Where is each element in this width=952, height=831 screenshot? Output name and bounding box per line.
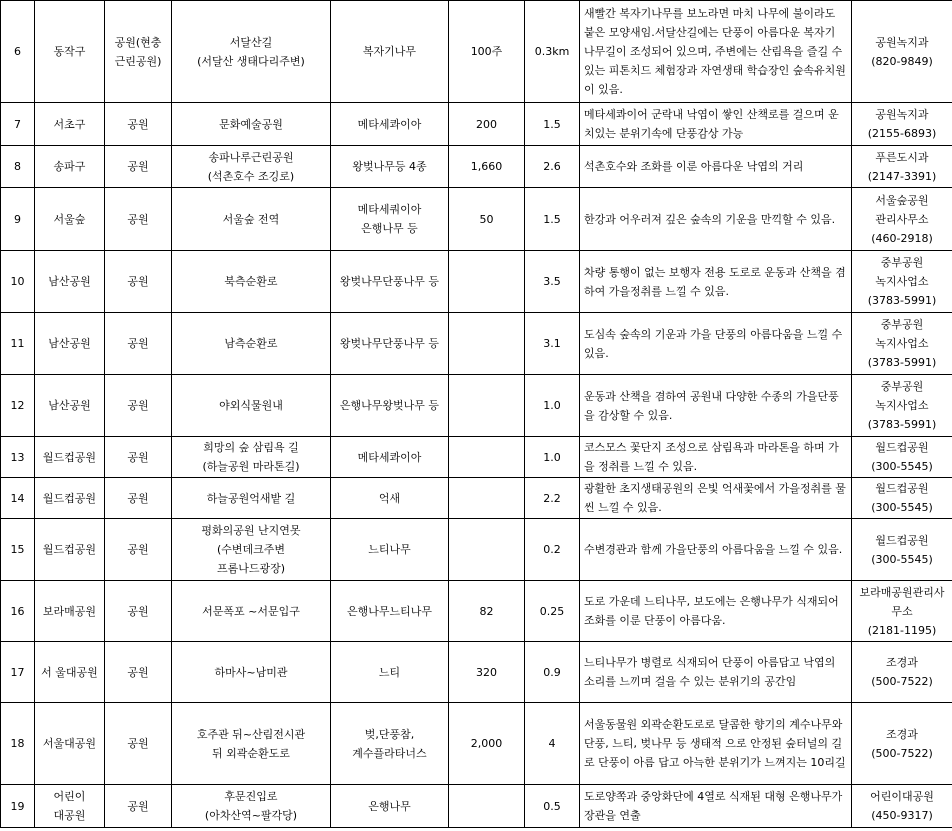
location-cell: 하늘공원억새밭 길 (172, 478, 331, 519)
district-cell: 서울대공원 (35, 703, 105, 785)
description-cell: 새빨간 복자기나무를 보노라면 마치 나무에 불이라도 붙은 모양새임.서달산길에는 단풍이 아름다운 복자기 나무길이 조성되어 있으며, 주변에는 산림욕을 즐길 수 있는 피톤치드 체험장과 자연생태 학습장인 숲속유치원이 있음. (580, 1, 852, 103)
contact-cell: 서울숲공원 관리사무소 (460-2918) (852, 188, 952, 251)
length-cell: 4 (525, 703, 580, 785)
length-cell: 2.6 (525, 146, 580, 188)
type-cell: 공원 (105, 785, 172, 828)
description-cell: 느티나무가 병렬로 식재되어 단풍이 아름답고 낙엽의 소리를 느끼며 걸을 수 있는 분위기의 공간임 (580, 642, 852, 703)
type-cell: 공원 (105, 313, 172, 375)
length-cell: 1.5 (525, 103, 580, 146)
location-cell: 문화예술공원 (172, 103, 331, 146)
length-cell: 1.5 (525, 188, 580, 251)
contact-cell: 중부공원 녹지사업소 (3783-5991) (852, 251, 952, 313)
table-row (1, 437, 952, 478)
length-cell: 1.0 (525, 375, 580, 437)
row-number: 18 (1, 703, 35, 785)
contact-cell: 월드컵공원 (300-5545) (852, 519, 952, 581)
district-cell: 동작구 (35, 1, 105, 103)
table-row (1, 188, 952, 251)
contact-cell: 푸른도시과 (2147-3391) (852, 146, 952, 188)
tree-species-cell: 억새 (331, 478, 449, 519)
district-cell: 보라매공원 (35, 581, 105, 642)
tree-species-cell: 벚,단풍참, 계수플라타너스 (331, 703, 449, 785)
contact-cell: 공원녹지과 (2155-6893) (852, 103, 952, 146)
contact-cell: 중부공원 녹지사업소 (3783-5991) (852, 375, 952, 437)
tree-species-cell: 왕벚나무등 4종 (331, 146, 449, 188)
tree-species-cell: 은행나무 (331, 785, 449, 828)
tree-count-cell: 320 (449, 642, 525, 703)
location-cell: 야외식물원내 (172, 375, 331, 437)
length-cell: 0.2 (525, 519, 580, 581)
length-cell: 0.9 (525, 642, 580, 703)
table-row (1, 642, 952, 703)
length-cell: 2.2 (525, 478, 580, 519)
type-cell: 공원 (105, 478, 172, 519)
table-row (1, 313, 952, 375)
location-cell: 평화의공원 난지연못 (수변데크주변 프롬나드광장) (172, 519, 331, 581)
tree-species-cell: 왕벚나무단풍나무 등 (331, 251, 449, 313)
district-cell: 서울숲 (35, 188, 105, 251)
row-number: 10 (1, 251, 35, 313)
tree-count-cell (449, 437, 525, 478)
table-body (1, 1, 952, 828)
description-cell: 메타세콰이어 군락내 낙엽이 쌓인 산책로를 걸으며 운치있는 분위기속에 단풍감상 가능 (580, 103, 852, 146)
type-cell: 공원 (105, 437, 172, 478)
contact-cell: 월드컵공원 (300-5545) (852, 478, 952, 519)
tree-count-cell: 200 (449, 103, 525, 146)
location-cell: 후문진입로 (아차산역~팔각당) (172, 785, 331, 828)
tree-species-cell: 은행나무느티나무 (331, 581, 449, 642)
contact-cell: 조경과 (500-7522) (852, 703, 952, 785)
tree-count-cell: 1,660 (449, 146, 525, 188)
location-cell: 송파나루근린공원 (석촌호수 조깅로) (172, 146, 331, 188)
description-cell: 도로양쪽과 중앙화단에 4열로 식재된 대형 은행나무가 장관을 연출 (580, 785, 852, 828)
district-cell: 월드컵공원 (35, 478, 105, 519)
contact-cell: 보라매공원관리사 무소 (2181-1195) (852, 581, 952, 642)
tree-count-cell: 2,000 (449, 703, 525, 785)
type-cell: 공원 (105, 519, 172, 581)
length-cell: 3.5 (525, 251, 580, 313)
type-cell: 공원 (105, 103, 172, 146)
description-cell: 운동과 산책을 겸하여 공원내 다양한 수종의 가을단풍을 감상할 수 있음. (580, 375, 852, 437)
location-cell: 북측순환로 (172, 251, 331, 313)
table-row (1, 1, 952, 103)
length-cell: 0.3km (525, 1, 580, 103)
table-row (1, 519, 952, 581)
district-cell: 서 울대공원 (35, 642, 105, 703)
contact-cell: 어린이대공원 (450-9317) (852, 785, 952, 828)
tree-species-cell: 느티나무 (331, 519, 449, 581)
tree-species-cell: 메타세콰이아 (331, 103, 449, 146)
description-cell: 광활한 초지생태공원의 은빛 억새꽃에서 가을정취를 물씬 느낄 수 있음. (580, 478, 852, 519)
tree-count-cell (449, 478, 525, 519)
tree-species-cell: 왕벚나무단풍나무 등 (331, 313, 449, 375)
district-cell: 남산공원 (35, 313, 105, 375)
type-cell: 공원 (105, 251, 172, 313)
length-cell: 0.25 (525, 581, 580, 642)
type-cell: 공원 (105, 581, 172, 642)
row-number: 12 (1, 375, 35, 437)
tree-count-cell: 100주 (449, 1, 525, 103)
tree-count-cell (449, 251, 525, 313)
contact-cell: 조경과 (500-7522) (852, 642, 952, 703)
table-row (1, 146, 952, 188)
tree-species-cell: 메타세콰이아 (331, 437, 449, 478)
location-cell: 서울숲 전역 (172, 188, 331, 251)
location-cell: 서달산길 (서달산 생태다리주변) (172, 1, 331, 103)
length-cell: 3.1 (525, 313, 580, 375)
row-number: 17 (1, 642, 35, 703)
row-number: 11 (1, 313, 35, 375)
tree-species-cell: 은행나무왕벚나무 등 (331, 375, 449, 437)
length-cell: 1.0 (525, 437, 580, 478)
table-row (1, 251, 952, 313)
location-cell: 희망의 숲 삼림욕 길 (하늘공원 마라톤길) (172, 437, 331, 478)
table-row (1, 103, 952, 146)
description-cell: 차량 통행이 없는 보행자 전용 도로로 운동과 산책을 겸하여 가을정취를 느낄 수 있음. (580, 251, 852, 313)
table-row (1, 478, 952, 519)
tree-count-cell: 50 (449, 188, 525, 251)
location-cell: 호주관 뒤~산림전시관 뒤 외곽순환도로 (172, 703, 331, 785)
row-number: 15 (1, 519, 35, 581)
row-number: 9 (1, 188, 35, 251)
description-cell: 서울동물원 외곽순환도로로 달콤한 향기의 계수나무와 단풍, 느티, 벚나무 등 생태적 으로 안정된 숲터널의 길로 단풍이 아름 답고 아늑한 분위기가 느껴지는 10리길 (580, 703, 852, 785)
row-number: 8 (1, 146, 35, 188)
type-cell: 공원 (105, 642, 172, 703)
type-cell: 공원 (105, 703, 172, 785)
description-cell: 코스모스 꽃단지 조성으로 삼림욕과 마라톤을 하며 가을 정취를 느낄 수 있음. (580, 437, 852, 478)
description-cell: 한강과 어우러져 깊은 숲속의 기운을 만끽할 수 있음. (580, 188, 852, 251)
district-cell: 남산공원 (35, 375, 105, 437)
table-row (1, 581, 952, 642)
description-cell: 석촌호수와 조화를 이룬 아름다운 낙엽의 거리 (580, 146, 852, 188)
description-cell: 도심속 숲속의 기운과 가을 단풍의 아름다움을 느낄 수 있음. (580, 313, 852, 375)
location-cell: 하마사~남미관 (172, 642, 331, 703)
district-cell: 서초구 (35, 103, 105, 146)
table-row (1, 375, 952, 437)
tree-count-cell (449, 375, 525, 437)
row-number: 6 (1, 1, 35, 103)
tree-species-cell: 메타세쿼이아 은행나무 등 (331, 188, 449, 251)
tree-count-cell (449, 785, 525, 828)
length-cell: 0.5 (525, 785, 580, 828)
row-number: 13 (1, 437, 35, 478)
type-cell: 공원 (105, 375, 172, 437)
tree-count-cell (449, 519, 525, 581)
district-cell: 월드컵공원 (35, 437, 105, 478)
description-cell: 수변경관과 함께 가을단풍의 아름다움을 느낄 수 있음. (580, 519, 852, 581)
row-number: 16 (1, 581, 35, 642)
location-cell: 남측순환로 (172, 313, 331, 375)
table-row (1, 785, 952, 828)
type-cell: 공원(현충 근린공원) (105, 1, 172, 103)
contact-cell: 중부공원 녹지사업소 (3783-5991) (852, 313, 952, 375)
contact-cell: 월드컵공원 (300-5545) (852, 437, 952, 478)
tree-count-cell (449, 313, 525, 375)
district-cell: 월드컵공원 (35, 519, 105, 581)
row-number: 19 (1, 785, 35, 828)
tree-species-cell: 느티 (331, 642, 449, 703)
type-cell: 공원 (105, 188, 172, 251)
location-cell: 서문폭포 ~서문입구 (172, 581, 331, 642)
type-cell: 공원 (105, 146, 172, 188)
description-cell: 도로 가운데 느티나무, 보도에는 은행나무가 식재되어 조화를 이룬 단풍이 아름다움. (580, 581, 852, 642)
district-cell: 남산공원 (35, 251, 105, 313)
tree-species-cell: 복자기나무 (331, 1, 449, 103)
row-number: 14 (1, 478, 35, 519)
district-cell: 어린이 대공원 (35, 785, 105, 828)
row-number: 7 (1, 103, 35, 146)
tree-count-cell: 82 (449, 581, 525, 642)
table-row (1, 703, 952, 785)
contact-cell: 공원녹지과 (820-9849) (852, 1, 952, 103)
district-cell: 송파구 (35, 146, 105, 188)
